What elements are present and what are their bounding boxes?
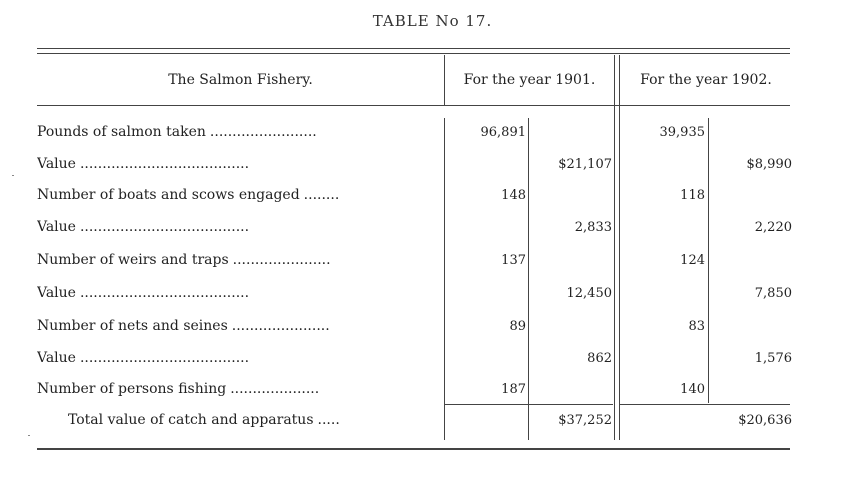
row-label xyxy=(37,350,442,366)
row-leader-dots: ...................... xyxy=(231,318,330,334)
table-cell-y1901_a: 187 xyxy=(501,382,526,397)
row-leader-dots: ...................................... xyxy=(79,285,250,301)
total-1902: $20,636 xyxy=(738,413,792,428)
row-label-text: Pounds of salmon taken xyxy=(37,124,206,140)
table-cell-y1902_a: 140 xyxy=(680,382,705,397)
row-label-text: Value xyxy=(37,156,76,172)
row-leader-dots: ...................... xyxy=(232,252,331,268)
table-cell-y1902_b: 1,576 xyxy=(754,351,792,366)
col-divider-2b xyxy=(619,55,620,440)
header-salmon-fishery: The Salmon Fishery. xyxy=(168,72,313,88)
row-label xyxy=(37,219,442,235)
row-label-text: Number of boats and scows engaged xyxy=(37,187,300,203)
table-cell-y1902_a: 39,935 xyxy=(659,125,705,140)
total-1901: $37,252 xyxy=(558,413,612,428)
row-leader-dots: ........ xyxy=(303,187,340,203)
row-leader-dots: ...................................... xyxy=(79,219,250,235)
total-rule-1902 xyxy=(620,404,790,405)
subcol-divider-1901 xyxy=(528,118,529,440)
header-year-1902: For the year 1902. xyxy=(640,72,772,88)
print-speck xyxy=(28,435,30,436)
row-label-text: Value xyxy=(37,219,76,235)
row-label-text: Value xyxy=(37,285,76,301)
table-cell-y1902_b: $8,990 xyxy=(746,157,792,172)
header-rule xyxy=(37,105,790,106)
table-cell-y1901_a: 96,891 xyxy=(480,125,526,140)
row-label xyxy=(37,252,442,268)
row-label-text: Number of nets and seines xyxy=(37,318,228,334)
row-label-text: Number of weirs and traps xyxy=(37,252,229,268)
subcol-divider-1902 xyxy=(708,118,709,403)
top-rule-2 xyxy=(37,53,790,54)
row-label-text: Number of persons fishing xyxy=(37,381,227,397)
row-label xyxy=(37,124,442,140)
table-cell-y1901_b: $21,107 xyxy=(558,157,612,172)
table-cell-y1902_a: 118 xyxy=(680,188,705,203)
print-speck xyxy=(12,175,14,176)
table-title: TABLE No 17. xyxy=(372,12,493,30)
row-label xyxy=(37,285,442,301)
row-label-text: Value xyxy=(37,350,76,366)
row-label xyxy=(37,381,442,397)
row-label xyxy=(37,187,442,203)
table-cell-y1901_b: 12,450 xyxy=(566,286,612,301)
table-cell-y1901_b: 2,833 xyxy=(574,220,612,235)
row-leader-dots: ...................................... xyxy=(79,156,250,172)
table-cell-y1902_b: 2,220 xyxy=(754,220,792,235)
row-leader-dots: ...................................... xyxy=(79,350,250,366)
col-divider-1-body xyxy=(444,118,445,440)
col-divider-2a xyxy=(614,55,615,440)
total-dots: ..... xyxy=(317,412,340,428)
table-cell-y1901_b: 862 xyxy=(587,351,612,366)
row-label xyxy=(37,156,442,172)
table-cell-y1902_b: 7,850 xyxy=(754,286,792,301)
total-label xyxy=(68,412,340,428)
table-cell-y1901_a: 137 xyxy=(501,253,526,268)
bottom-rule xyxy=(37,448,790,450)
row-leader-dots: .................... xyxy=(230,381,320,397)
total-rule-1901 xyxy=(445,404,613,405)
table-cell-y1902_a: 124 xyxy=(680,253,705,268)
row-label xyxy=(37,318,442,334)
row-leader-dots: ........................ xyxy=(209,124,317,140)
total-label-text: Total value of catch and apparatus xyxy=(68,412,314,428)
header-year-1901: For the year 1901. xyxy=(463,72,596,88)
table-cell-y1901_a: 148 xyxy=(501,188,526,203)
top-rule xyxy=(37,48,790,49)
table-cell-y1901_a: 89 xyxy=(509,319,526,334)
table-cell-y1902_a: 83 xyxy=(688,319,705,334)
